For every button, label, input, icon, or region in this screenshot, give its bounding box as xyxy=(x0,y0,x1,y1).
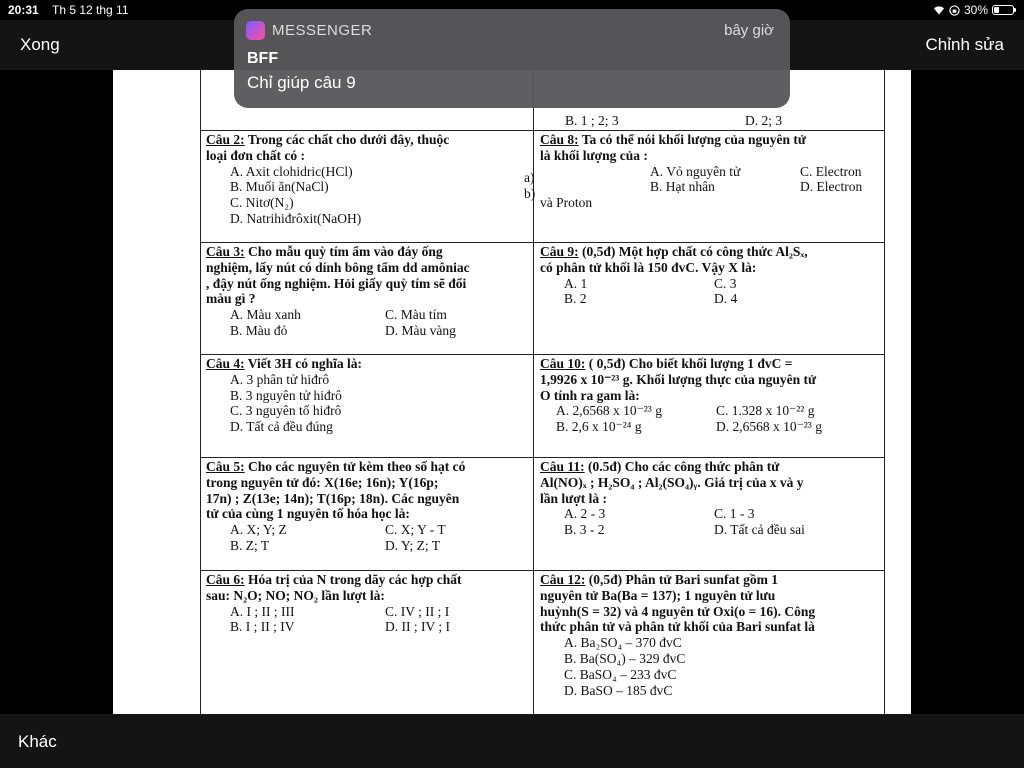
notification-banner[interactable] xyxy=(234,9,790,108)
question-text: 17n) ; Z(13e; 14n); T(16p; 18n). Các nguyên xyxy=(206,490,460,506)
question-number: Câu 10: xyxy=(540,356,586,371)
question-text: , đậy nút ống nghiệm. Hỏi giấy quỳ tím sẽ đổi xyxy=(206,275,467,291)
option: C. 3 xyxy=(714,275,737,291)
question-5 xyxy=(206,459,528,554)
option: D. 4 xyxy=(714,291,738,307)
question-number: Câu 3: xyxy=(206,244,245,259)
status-right xyxy=(933,3,1014,17)
question-text: Trong các chất cho dưới đây, thuộc xyxy=(247,132,450,147)
notification-app-name: MESSENGER xyxy=(272,22,373,39)
question-text: O tính ra gam là: xyxy=(540,387,640,403)
option: B. I ; II ; IV xyxy=(230,619,295,635)
question-3 xyxy=(206,244,528,339)
option: D. Tất cả đều đúng xyxy=(230,419,333,435)
question-text: lần lượt là : xyxy=(540,490,607,506)
edit-button[interactable]: Chỉnh sửa xyxy=(925,35,1004,54)
question-10 xyxy=(540,356,880,435)
question-number: Câu 9: xyxy=(540,244,579,259)
question-12 xyxy=(540,572,880,698)
question-11 xyxy=(540,459,880,538)
option: C. 1.328 x 10⁻²² g xyxy=(716,403,815,419)
question-text: loại đơn chất có : xyxy=(206,147,305,163)
status-date: Th 5 12 thg 11 xyxy=(52,3,129,17)
question-text: Ta có thể nói khối lượng của nguyên tử xyxy=(581,132,807,147)
option: A. Vỏ nguyên tử xyxy=(650,163,741,179)
option: B. Hạt nhân xyxy=(650,179,715,195)
done-button[interactable]: Xong xyxy=(20,35,60,54)
question-number: Câu 4: xyxy=(206,356,245,371)
question-number: Câu 6: xyxy=(206,572,245,587)
question-number: Câu 5: xyxy=(206,459,245,474)
question-text: tử của cùng 1 nguyên tố hóa học là: xyxy=(206,506,410,522)
option: C. X; Y - T xyxy=(385,522,446,538)
option: B. 2 xyxy=(564,291,587,307)
question-number: Câu 12: xyxy=(540,572,586,587)
question-9 xyxy=(540,244,880,307)
option: C. Nitơ(N₂) xyxy=(230,195,294,211)
battery-percent: 30% xyxy=(963,3,988,17)
question-text: sau: N₂O; NO; NO₂ lần lượt là: xyxy=(206,587,385,603)
option: B. Màu đỏ xyxy=(230,322,288,338)
option: B. 3 nguyên tử hiđrô xyxy=(230,387,342,403)
option: D. BaSO – 185 đvC xyxy=(564,682,673,698)
option: D. 2,6568 x 10⁻²³ g xyxy=(716,419,822,435)
question-number: Câu 2: xyxy=(206,132,245,147)
option-tail: và Proton xyxy=(540,195,593,211)
option: A. I ; II ; III xyxy=(230,603,295,619)
question-text: thức phân tử và phân tử khối của Bari sunfat là xyxy=(540,619,815,635)
question-6 xyxy=(206,572,528,635)
question-text: trong nguyên tử đó: X(16e; 16n); Y(16p; xyxy=(206,474,439,490)
question-8 xyxy=(540,132,880,211)
option: C. Electron xyxy=(800,163,862,179)
question-number: Câu 11: xyxy=(540,459,585,474)
wifi-icon xyxy=(933,5,945,15)
bottom-toolbar xyxy=(0,714,1024,768)
option: B. 1 ; 2; 3 xyxy=(565,113,619,128)
question-text: huỳnh(S = 32) và 4 nguyên tử Oxi(o = 16). Công xyxy=(540,603,816,619)
option: C. 3 nguyên tố hiđrô xyxy=(230,403,342,419)
option: C. Màu tím xyxy=(385,307,447,323)
status-time: 20:31 xyxy=(8,3,39,17)
option: B. 2,6 x 10⁻²⁴ g xyxy=(556,419,642,435)
option: B. Z; T xyxy=(230,537,270,553)
photo-view[interactable] xyxy=(113,70,911,714)
label-a: a) xyxy=(524,170,535,185)
notification-time: bây giờ xyxy=(724,22,774,39)
question-text: Hóa trị của N trong dãy các hợp chất xyxy=(248,572,462,587)
question-text: màu gì ? xyxy=(206,291,256,307)
label-b: b) xyxy=(524,186,536,201)
option: D. Y; Z; T xyxy=(385,537,441,553)
messenger-icon xyxy=(246,21,265,40)
option: B. Ba(SO₄) – 329 đvC xyxy=(564,650,686,666)
question-text: là khối lượng của : xyxy=(540,147,648,163)
question-text: có phân tử khối là 150 đvC. Vậy X là: xyxy=(540,259,757,275)
notification-sender: BFF xyxy=(247,50,279,67)
option: D. Tất cả đều sai xyxy=(714,522,805,538)
option: D. Electron xyxy=(800,179,863,195)
question-2 xyxy=(206,132,528,227)
question-text: Viết 3H có nghĩa là: xyxy=(247,356,363,371)
option: C. IV ; II ; I xyxy=(385,603,450,619)
question-4 xyxy=(206,356,528,435)
option: A. Màu xanh xyxy=(230,307,301,323)
option: D. Màu vàng xyxy=(385,322,456,338)
option: A. 3 phân tử hiđrô xyxy=(230,371,330,387)
option: C. BaSO₄ – 233 đvC xyxy=(564,666,677,682)
rotation-lock-icon xyxy=(949,5,960,16)
question-text: 1,9926 x 10⁻²³ g. Khối lượng thực của nguyên tử xyxy=(540,371,817,387)
question-text: (0,5đ) Một hợp chất có công thức Al₂Sₓ, xyxy=(582,244,808,259)
question-text: (0,5đ) Phân tử Bari sunfat gồm 1 xyxy=(588,572,779,587)
question-number: Câu 8: xyxy=(540,132,579,147)
battery-icon xyxy=(992,5,1014,15)
question-text: (0.5đ) Cho các công thức phân tử xyxy=(588,459,780,474)
option: A. 1 xyxy=(564,275,588,291)
question-text: Al(NO)ₓ ; H₂SO₄ ; Al₂(SO₄)ᵧ. Giá trị của x và y xyxy=(540,474,804,490)
option: C. 1 - 3 xyxy=(714,506,755,522)
option: A. X; Y; Z xyxy=(230,522,287,538)
question-text: Cho mẫu quỳ tím ẩm vào đáy ống xyxy=(248,244,443,259)
question-text: Cho các nguyên tử kèm theo số hạt có xyxy=(248,459,466,474)
option: B. Muối ăn(NaCl) xyxy=(230,179,329,195)
question-text: nghiệm, lấy nút có dính bông tẩm dd amôniac xyxy=(206,259,470,275)
option: A. Ba₂SO₄ – 370 đvC xyxy=(564,635,682,651)
option: B. 3 - 2 xyxy=(564,522,605,538)
exam-paper xyxy=(200,70,886,714)
more-button[interactable]: Khác xyxy=(18,732,57,751)
question-text: nguyên tử Ba(Ba = 137); 1 nguyên tử lưu xyxy=(540,587,776,603)
option: A. Axit clohidric(HCl) xyxy=(230,163,353,179)
option: A. 2 - 3 xyxy=(564,506,606,522)
option: D. Natrihiđrôxit(NaOH) xyxy=(230,210,362,226)
top-right-options xyxy=(541,113,881,129)
option: A. 2,6568 x 10⁻²³ g xyxy=(556,403,662,419)
option: D. 2; 3 xyxy=(745,113,783,128)
option: D. II ; IV ; I xyxy=(385,619,450,635)
notification-message: Chỉ giúp câu 9 xyxy=(247,73,356,92)
question-text: ( 0,5đ) Cho biết khối lượng 1 đvC = xyxy=(588,356,793,371)
